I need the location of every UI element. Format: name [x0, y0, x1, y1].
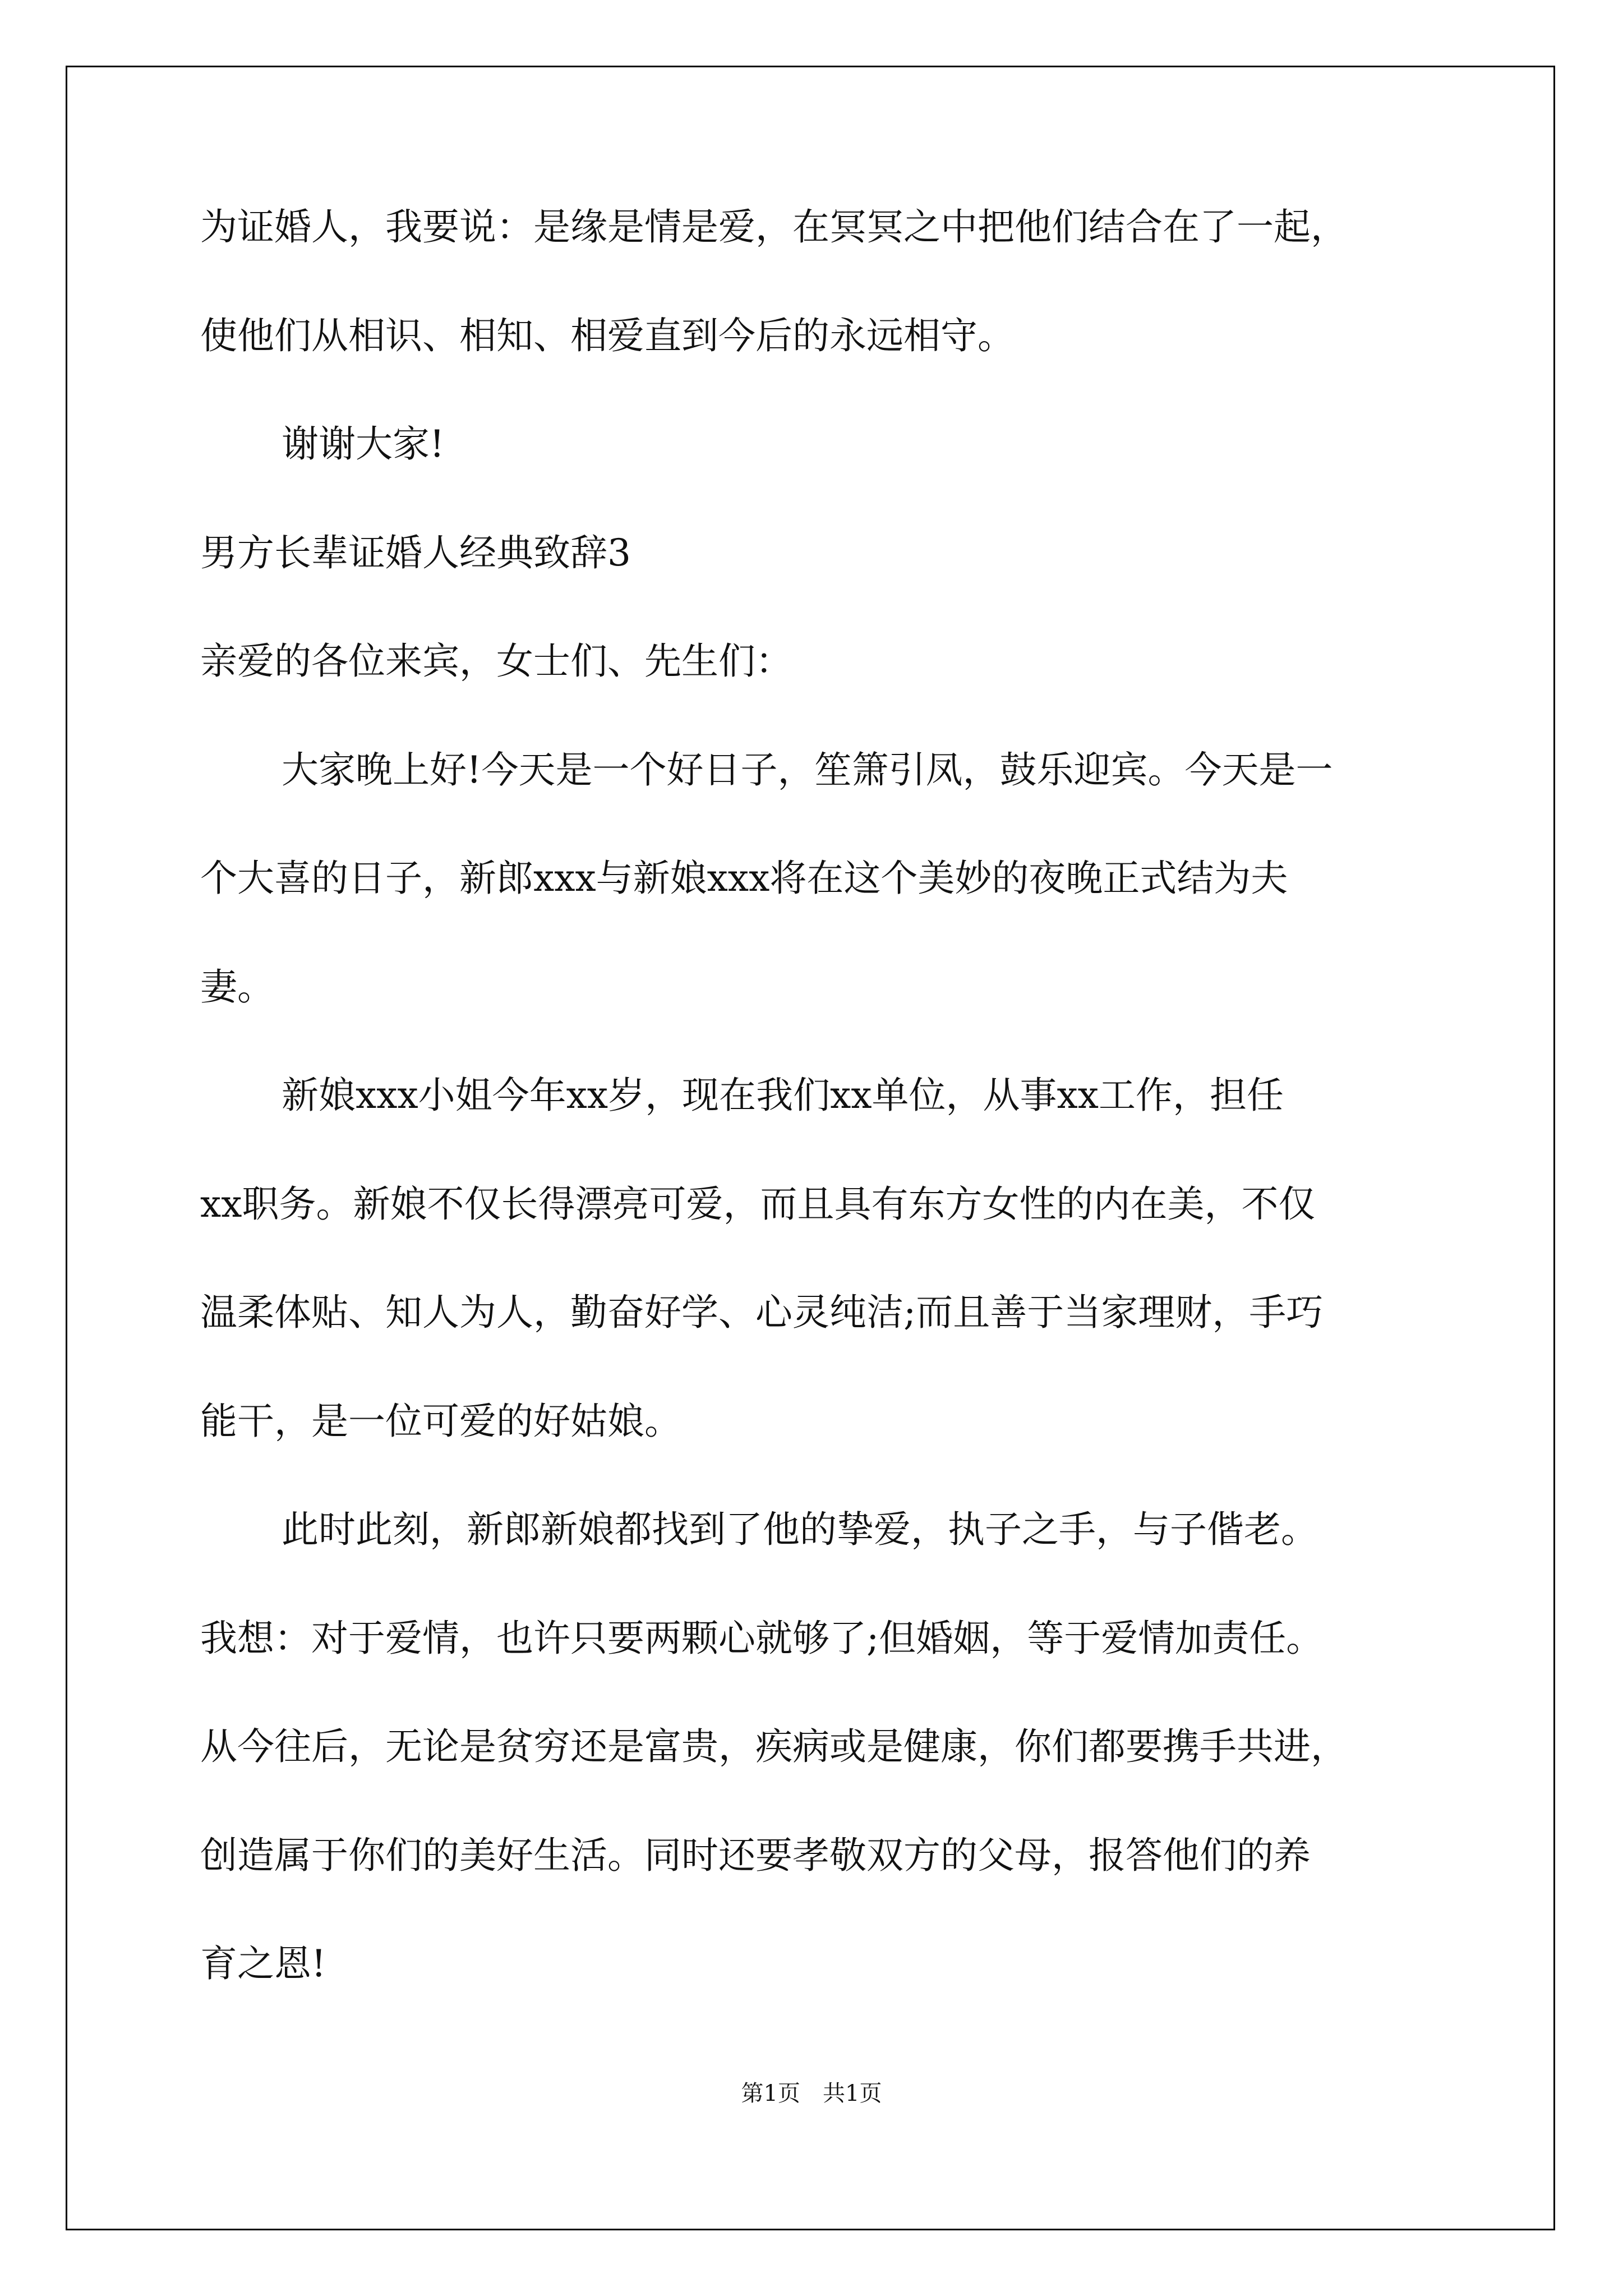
text-line: 为证婚人，我要说：是缘是情是爱，在冥冥之中把他们结合在了一起， [200, 205, 1348, 249]
text-line: 新娘xxx小姐今年xx岁，现在我们xx单位，从事xx工作，担任 [282, 1074, 1284, 1117]
text-line: 从今往后，无论是贫穷还是富贵，疾病或是健康，你们都要携手共进， [200, 1725, 1348, 1768]
text-line: 谢谢大家! [282, 422, 445, 466]
text-line: 大家晚上好!今天是一个好日子，笙箫引凤，鼓乐迎宾。今天是一 [282, 748, 1333, 792]
page-footer: 第1页 共1页 [741, 2081, 882, 2106]
text-line: 妻。 [200, 965, 274, 1009]
text-line: 创造属于你们的美好生活。同时还要孝敬双方的父母，报答他们的养 [200, 1833, 1311, 1877]
text-line: 能干，是一位可爱的好姑娘。 [200, 1399, 681, 1443]
document-body [200, 205, 1456, 2054]
text-line: 育之恩! [200, 1942, 326, 1985]
text-line: 温柔体贴、知人为人，勤奋好学、心灵纯洁;而且善于当家理财，手巧 [200, 1291, 1324, 1334]
text-line: 我想：对于爱情，也许只要两颗心就够了;但婚姻，等于爱情加责任。 [200, 1616, 1324, 1660]
text-line: 使他们从相识、相知、相爱直到今后的永远相守。 [200, 314, 1015, 357]
text-line: xx职务。新娘不仅长得漂亮可爱，而且具有东方女性的内在美，不仅 [200, 1182, 1316, 1226]
text-line: 亲爱的各位来宾，女士们、先生们： [200, 639, 792, 683]
text-line: 男方长辈证婚人经典致辞3 [200, 531, 631, 574]
text-line: 此时此刻，新郎新娘都找到了他的挚爱，执子之手，与子偕老。 [282, 1508, 1318, 1551]
text-line: 个大喜的日子，新郎xxx与新娘xxx将在这个美妙的夜晚正式结为夫 [200, 857, 1288, 900]
